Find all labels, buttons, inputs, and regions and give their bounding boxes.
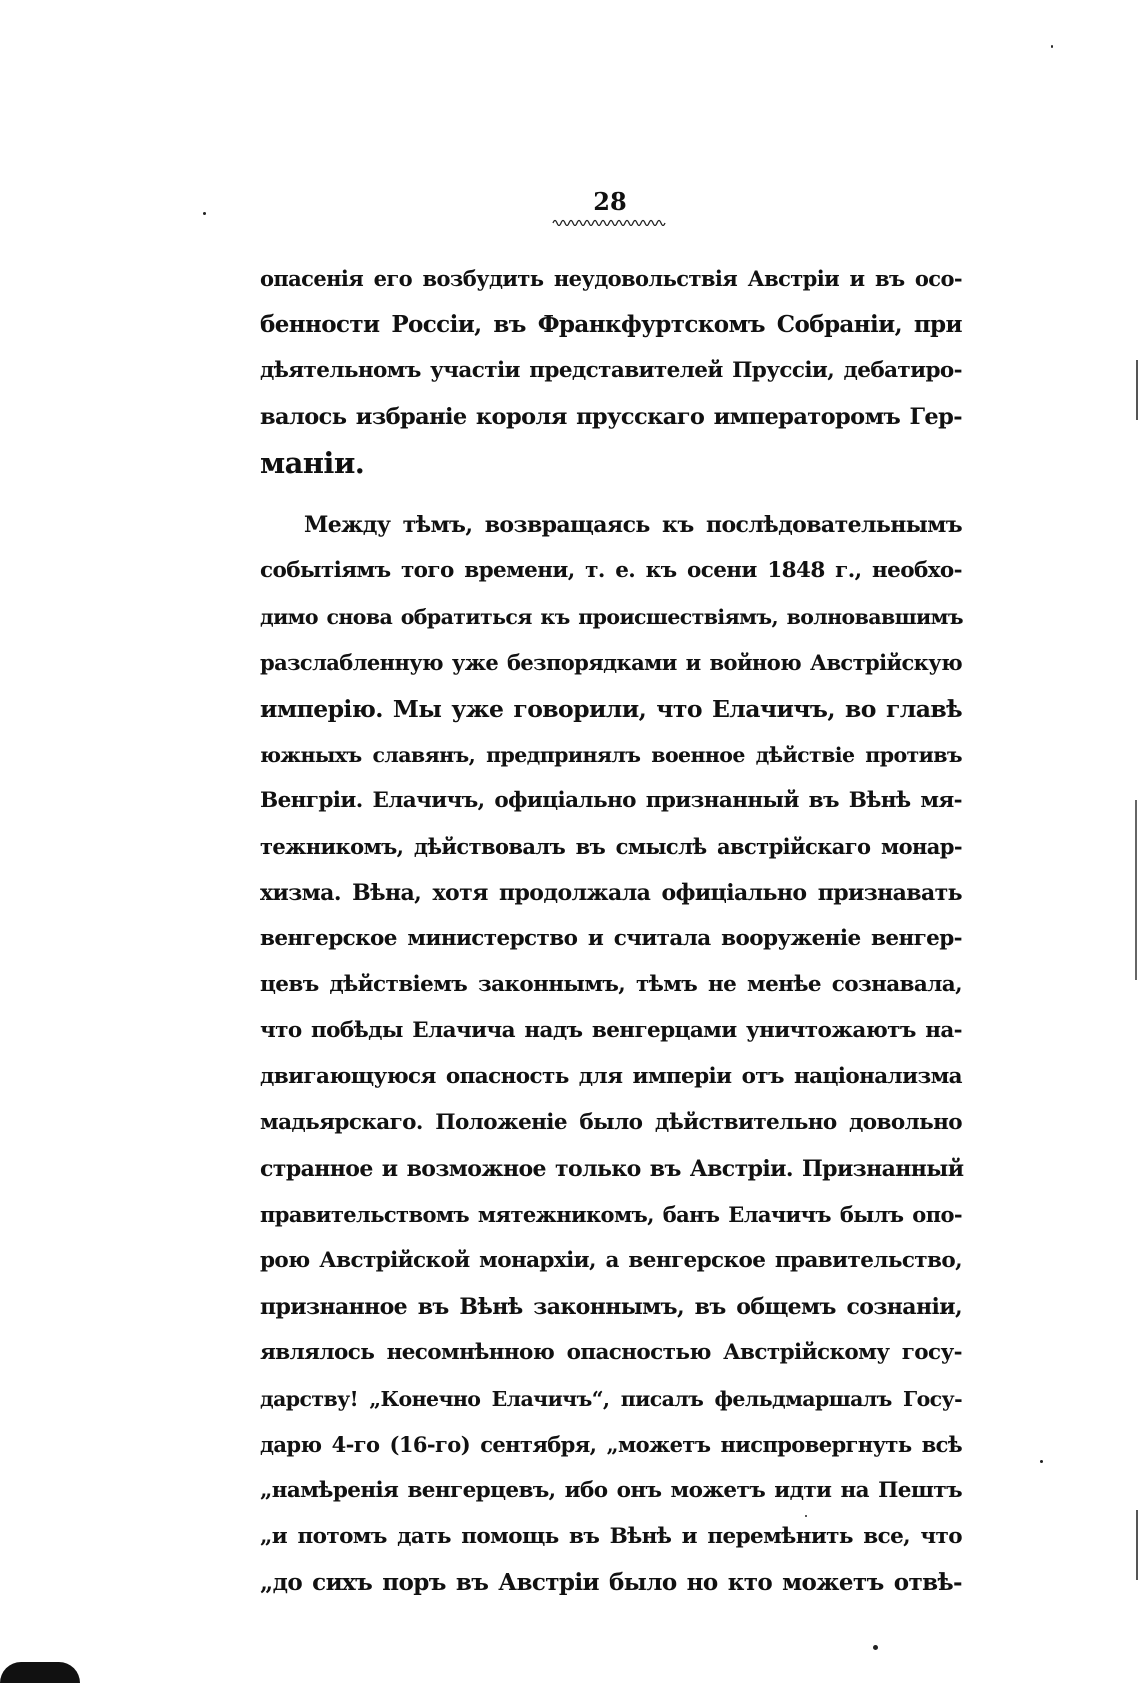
text-line: тежникомъ, дѣйствовалъ въ смыслѣ австрійскаго монар-: [260, 834, 962, 859]
text-line: признанное въ Вѣнѣ законнымъ, въ общемъ сознаніи,: [260, 1294, 962, 1320]
text-line: венгерское министерство и считала вооруженіе венгер-: [260, 926, 962, 951]
text-line: дарю 4-го (16-го) сентября, „можетъ ниспровергнуть всѣ: [260, 1432, 962, 1457]
text-line: имперію. Мы уже говорили, что Елачичъ, во главѣ: [260, 695, 962, 723]
text-line: мадьярскаго. Положеніе было дѣйствительно довольно: [260, 1110, 962, 1135]
text-line: странное и возможное только въ Австріи. Признанный: [260, 1156, 964, 1182]
text-line: валось избраніе короля прусскаго императоромъ Гер-: [260, 404, 962, 430]
text-line: хизма. Вѣна, хотя продолжала офиціально признавать: [260, 880, 962, 906]
paragraph-2: [260, 502, 962, 1606]
text-line: рою Австрійской монархіи, а венгерское правительство,: [260, 1248, 962, 1273]
text-line: дѣятельномъ участіи представителей Пруссіи, дебатиро-: [260, 358, 962, 383]
text-line: южныхъ славянъ, предпринялъ военное дѣйствіе противъ: [260, 743, 962, 767]
text-line: событіямъ того времени, т. е. къ осени 1848 г., необхо-: [260, 558, 962, 583]
text-line: Между тѣмъ, возвращаясь къ послѣдовательнымъ: [304, 512, 962, 538]
text-line: маніи.: [260, 446, 365, 480]
wavy-rule-ornament: [551, 216, 669, 226]
scan-edge-line: [1136, 1510, 1138, 1580]
text-line: являлось несомнѣнною опасностью Австрійскому госу-: [260, 1340, 962, 1365]
body-text: [260, 256, 962, 1606]
text-line: бенности Россіи, въ Франкфуртскомъ Собраніи, при: [260, 311, 962, 338]
text-line: „намѣренія венгерцевъ, ибо онъ можетъ идти на Пештъ: [260, 1478, 962, 1503]
text-line: „и потомъ дать помощь въ Вѣнѣ и перемѣнить все, что: [260, 1524, 962, 1549]
scan-speck: [873, 1645, 878, 1650]
page-number: 28: [593, 187, 627, 216]
text-line: дарству! „Конечно Елачичъ“, писалъ фельдмаршалъ Госу-: [260, 1387, 962, 1411]
scan-speck: [805, 1515, 807, 1517]
page-header: [540, 188, 680, 226]
text-line: двигающуюся опасность для имперіи отъ націонализма: [260, 1064, 962, 1089]
text-line: Венгріи. Елачичъ, офиціально признанный въ Вѣнѣ мя-: [260, 788, 962, 813]
text-line: цевъ дѣйствіемъ законнымъ, тѣмъ не менѣе сознавала,: [260, 972, 962, 997]
scan-speck: [203, 212, 206, 215]
scan-speck: [1040, 1460, 1043, 1463]
scan-speck: [1051, 45, 1053, 48]
text-line: разслабленную уже безпорядками и войною Австрійскую: [260, 650, 962, 675]
scan-corner-blot: [0, 1662, 80, 1683]
scan-edge-line: [1136, 360, 1138, 420]
scan-edge-line: [1135, 800, 1137, 980]
paragraph-1: [260, 256, 962, 486]
text-line: правительствомъ мятежникомъ, банъ Елачичъ былъ опо-: [260, 1202, 962, 1227]
text-line: димо снова обратиться къ происшествіямъ, волновавшимъ: [260, 605, 963, 629]
text-line: что побѣды Елачича надъ венгерцами уничтожаютъ на-: [260, 1018, 962, 1043]
text-line: „до сихъ поръ въ Австріи было но кто можетъ отвѣ-: [260, 1569, 962, 1596]
text-line: опасенія его возбудить неудовольствія Австріи и въ осо-: [260, 266, 962, 291]
